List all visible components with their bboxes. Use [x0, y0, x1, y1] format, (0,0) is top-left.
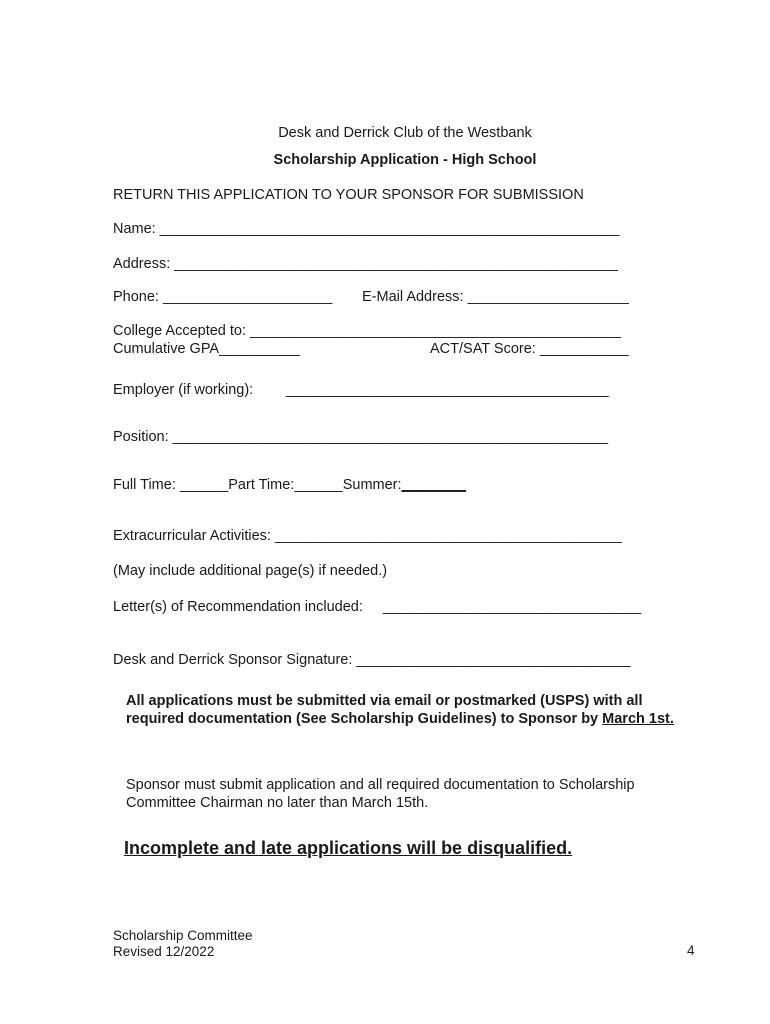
deadline-text: All applications must be submitted via email or postmarked (USPS) with all required documentation (See Scholarship Guidelines) to Sponsor by [126, 693, 643, 727]
employer-label: Employer (if working): [113, 382, 254, 398]
extracurricular-field[interactable]: Extracurricular Activities: ___________________________________________ [113, 528, 622, 544]
signature-row [113, 652, 631, 669]
deadline-notice [126, 692, 701, 728]
email-field[interactable]: E-Mail Address: ____________________ [362, 289, 629, 305]
letters-label: Letter(s) of Recommendation included: [113, 599, 363, 615]
phone-field[interactable]: Phone: _____________________ [113, 289, 333, 305]
college-field[interactable]: College Accepted to: ______________________________________________ [113, 323, 621, 339]
sponsor-note: Sponsor must submit application and all required documentation to Scholarship Committee Chairman no later than March 15th. [126, 777, 635, 811]
employer-field[interactable]: ________________________________________ [286, 382, 609, 398]
footer-revised: Revised 12/2022 [113, 944, 215, 959]
signature-tail: _ [622, 652, 631, 668]
footer-committee: Scholarship Committee [113, 928, 253, 943]
address-field[interactable]: Address: _______________________________________________________ [113, 256, 618, 272]
summer-field[interactable]: ________ [401, 477, 467, 493]
page-number: 4 [687, 943, 695, 958]
deadline-date: March 1st. [602, 711, 674, 727]
return-instruction: RETURN THIS APPLICATION TO YOUR SPONSOR FOR SUBMISSION [113, 187, 584, 203]
form-title: Scholarship Application - High School [273, 152, 537, 168]
sponsor-signature-field[interactable]: Desk and Derrick Sponsor Signature: _________________________________ [113, 652, 623, 668]
position-field[interactable]: Position: ______________________________________________________ [113, 429, 609, 445]
name-field[interactable]: Name: _________________________________________________________ [113, 221, 620, 237]
org-name: Desk and Derrick Club of the Westbank [278, 125, 532, 141]
employment-type-row [113, 477, 466, 494]
letters-field[interactable]: ________________________________ [383, 599, 642, 615]
employment-type-fields[interactable]: Full Time: ______Part Time:______Summer: [113, 477, 402, 493]
gpa-field[interactable]: Cumulative GPA__________ [113, 341, 300, 357]
disqualification-warning: Incomplete and late applications will be disqualified. [124, 838, 573, 858]
act-sat-field[interactable]: ACT/SAT Score: ___________ [430, 341, 629, 357]
extracurricular-note: (May include additional page(s) if needed.) [113, 563, 388, 579]
